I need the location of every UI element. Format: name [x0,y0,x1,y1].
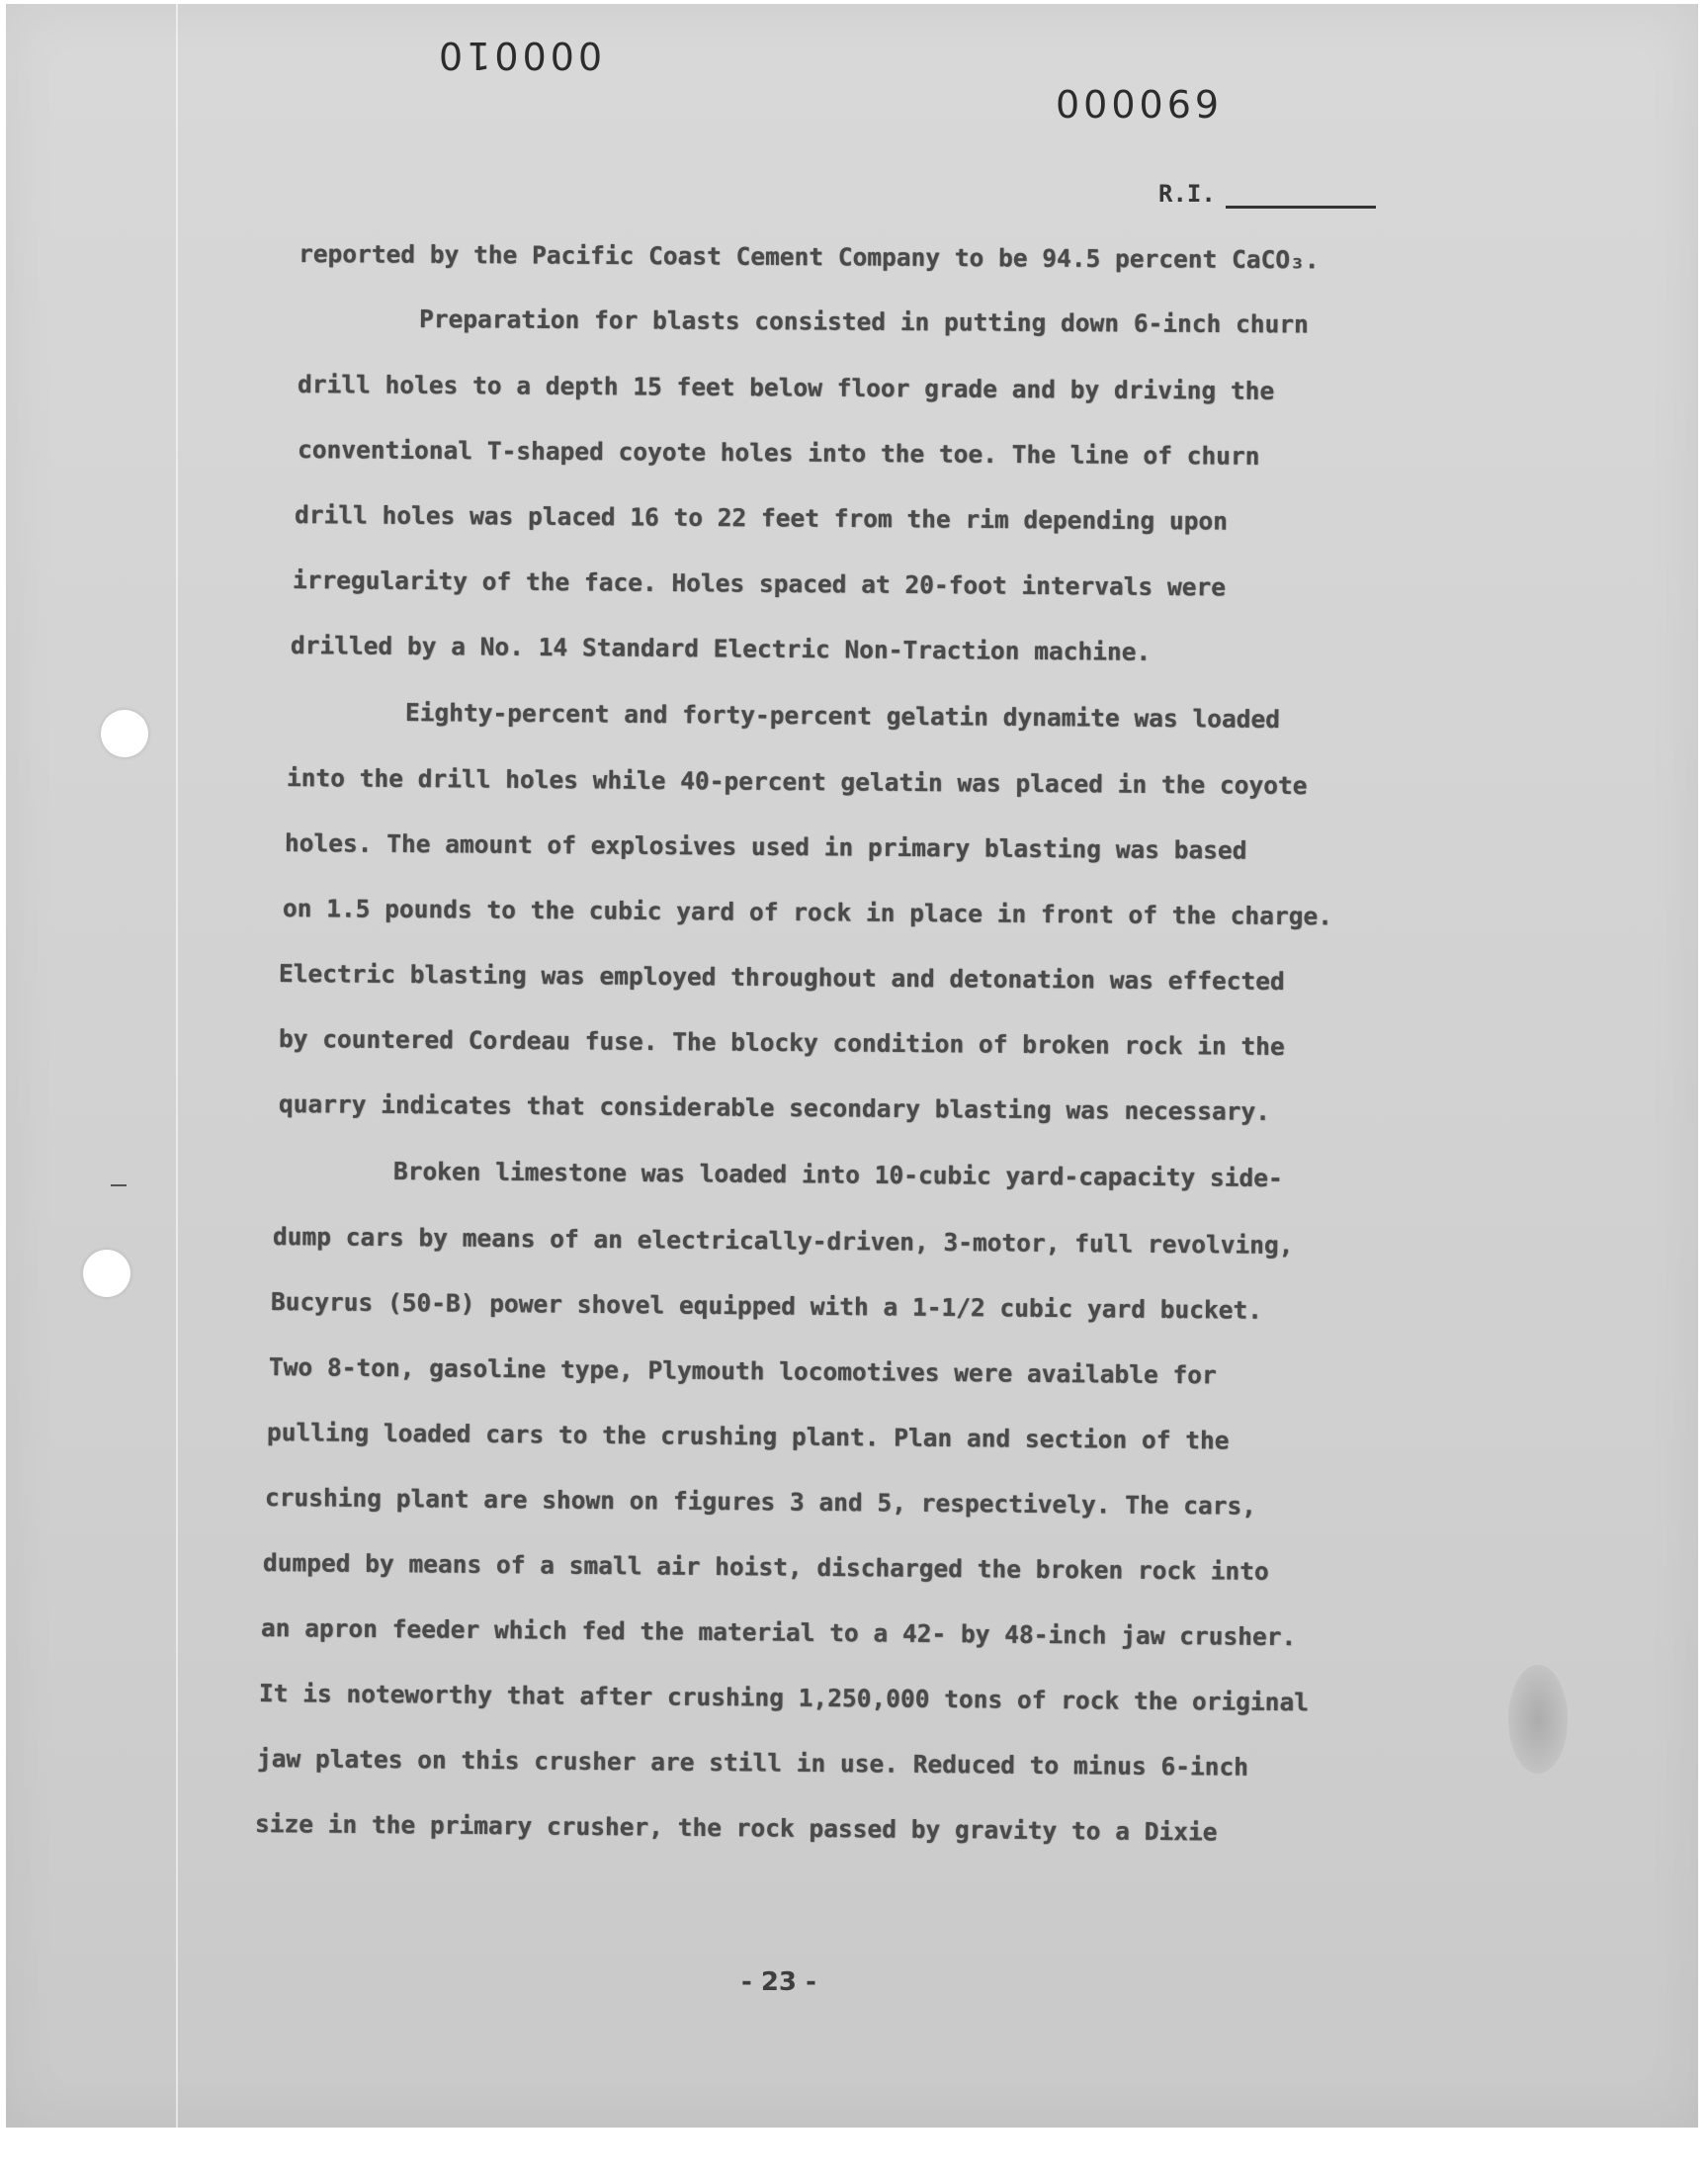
text-line: Broken limestone was loaded into 10-cubic yard-capacity side- [392,1157,1283,1193]
text-line: reported by the Pacific Coast Cement Company to be 94.5 percent CaCO₃. [298,239,1320,275]
text-line: dump cars by means of an electrically-driven, 3-motor, full revolving, [272,1222,1294,1261]
ri-label: R.I. [1158,180,1216,208]
text-line: holes. The amount of explosives used in primary blasting was based [284,828,1247,865]
text-line: Preparation for blasts consisted in putting down 6-inch churn [418,304,1309,339]
text-line: size in the primary crusher, the rock passed by gravity to a Dixie [254,1809,1218,1847]
ink-smudge [1508,1665,1568,1774]
text-line: on 1.5 pounds to the cubic yard of rock in place in front of the charge. [282,894,1333,931]
text-line: It is noteworthy that after crushing 1,250,000 tons of rock the original [258,1679,1310,1717]
ri-blank-line [1226,206,1376,209]
text-line: by countered Cordeau fuse. The blocky condition of broken rock in the [278,1024,1285,1061]
text-line: into the drill holes while 40-percent gelatin was placed in the coyote [286,763,1308,801]
page-number: - 23 - [741,1967,816,1997]
text-line: quarry indicates that considerable secondary blasting was necessary. [278,1089,1271,1126]
text-line: jaw plates on this crusher are still in use. Reduced to minus 6-inch [256,1744,1249,1782]
text-line: drill holes to a depth 15 feet below floor grade and by driving the [297,370,1275,405]
text-line: pulling loaded cars to the crushing plant. Plan and section of the [266,1418,1230,1455]
punch-hole-top [101,710,148,757]
document-stamp-number: 000069 [1056,83,1224,127]
text-line: conventional T-shaped coyote holes into the toe. The line of churn [297,435,1260,471]
text-line: drill holes was placed 16 to 22 feet from the rim depending upon [294,500,1229,536]
page-fold-line [176,4,178,2128]
text-line: irregularity of the face. Holes spaced at 20-foot intervals were [292,566,1227,602]
punch-hole-bottom [83,1250,130,1297]
text-line: Two 8-ton, gasoline type, Plymouth locomotives were available for [268,1352,1217,1390]
text-line: drilled by a No. 14 Standard Electric Non-Traction machine. [290,631,1152,666]
document-stamp-inverted: 000010 [435,34,603,77]
text-line: Electric blasting was employed throughout and detonation was effected [278,959,1285,996]
text-line: Eighty-percent and forty-percent gelatin dynamite was loaded [404,698,1281,734]
margin-mark [111,1184,127,1186]
text-line: Bucyrus (50-B) power shovel equipped with a 1-1/2 cubic yard bucket. [270,1287,1263,1325]
text-line: dumped by means of a small air hoist, discharged the broken rock into [262,1548,1269,1586]
text-line: an apron feeder which fed the material to a 42- by 48-inch jaw crusher. [260,1613,1297,1652]
text-line: crushing plant are shown on figures 3 and 5, respectively. The cars, [264,1483,1257,1521]
